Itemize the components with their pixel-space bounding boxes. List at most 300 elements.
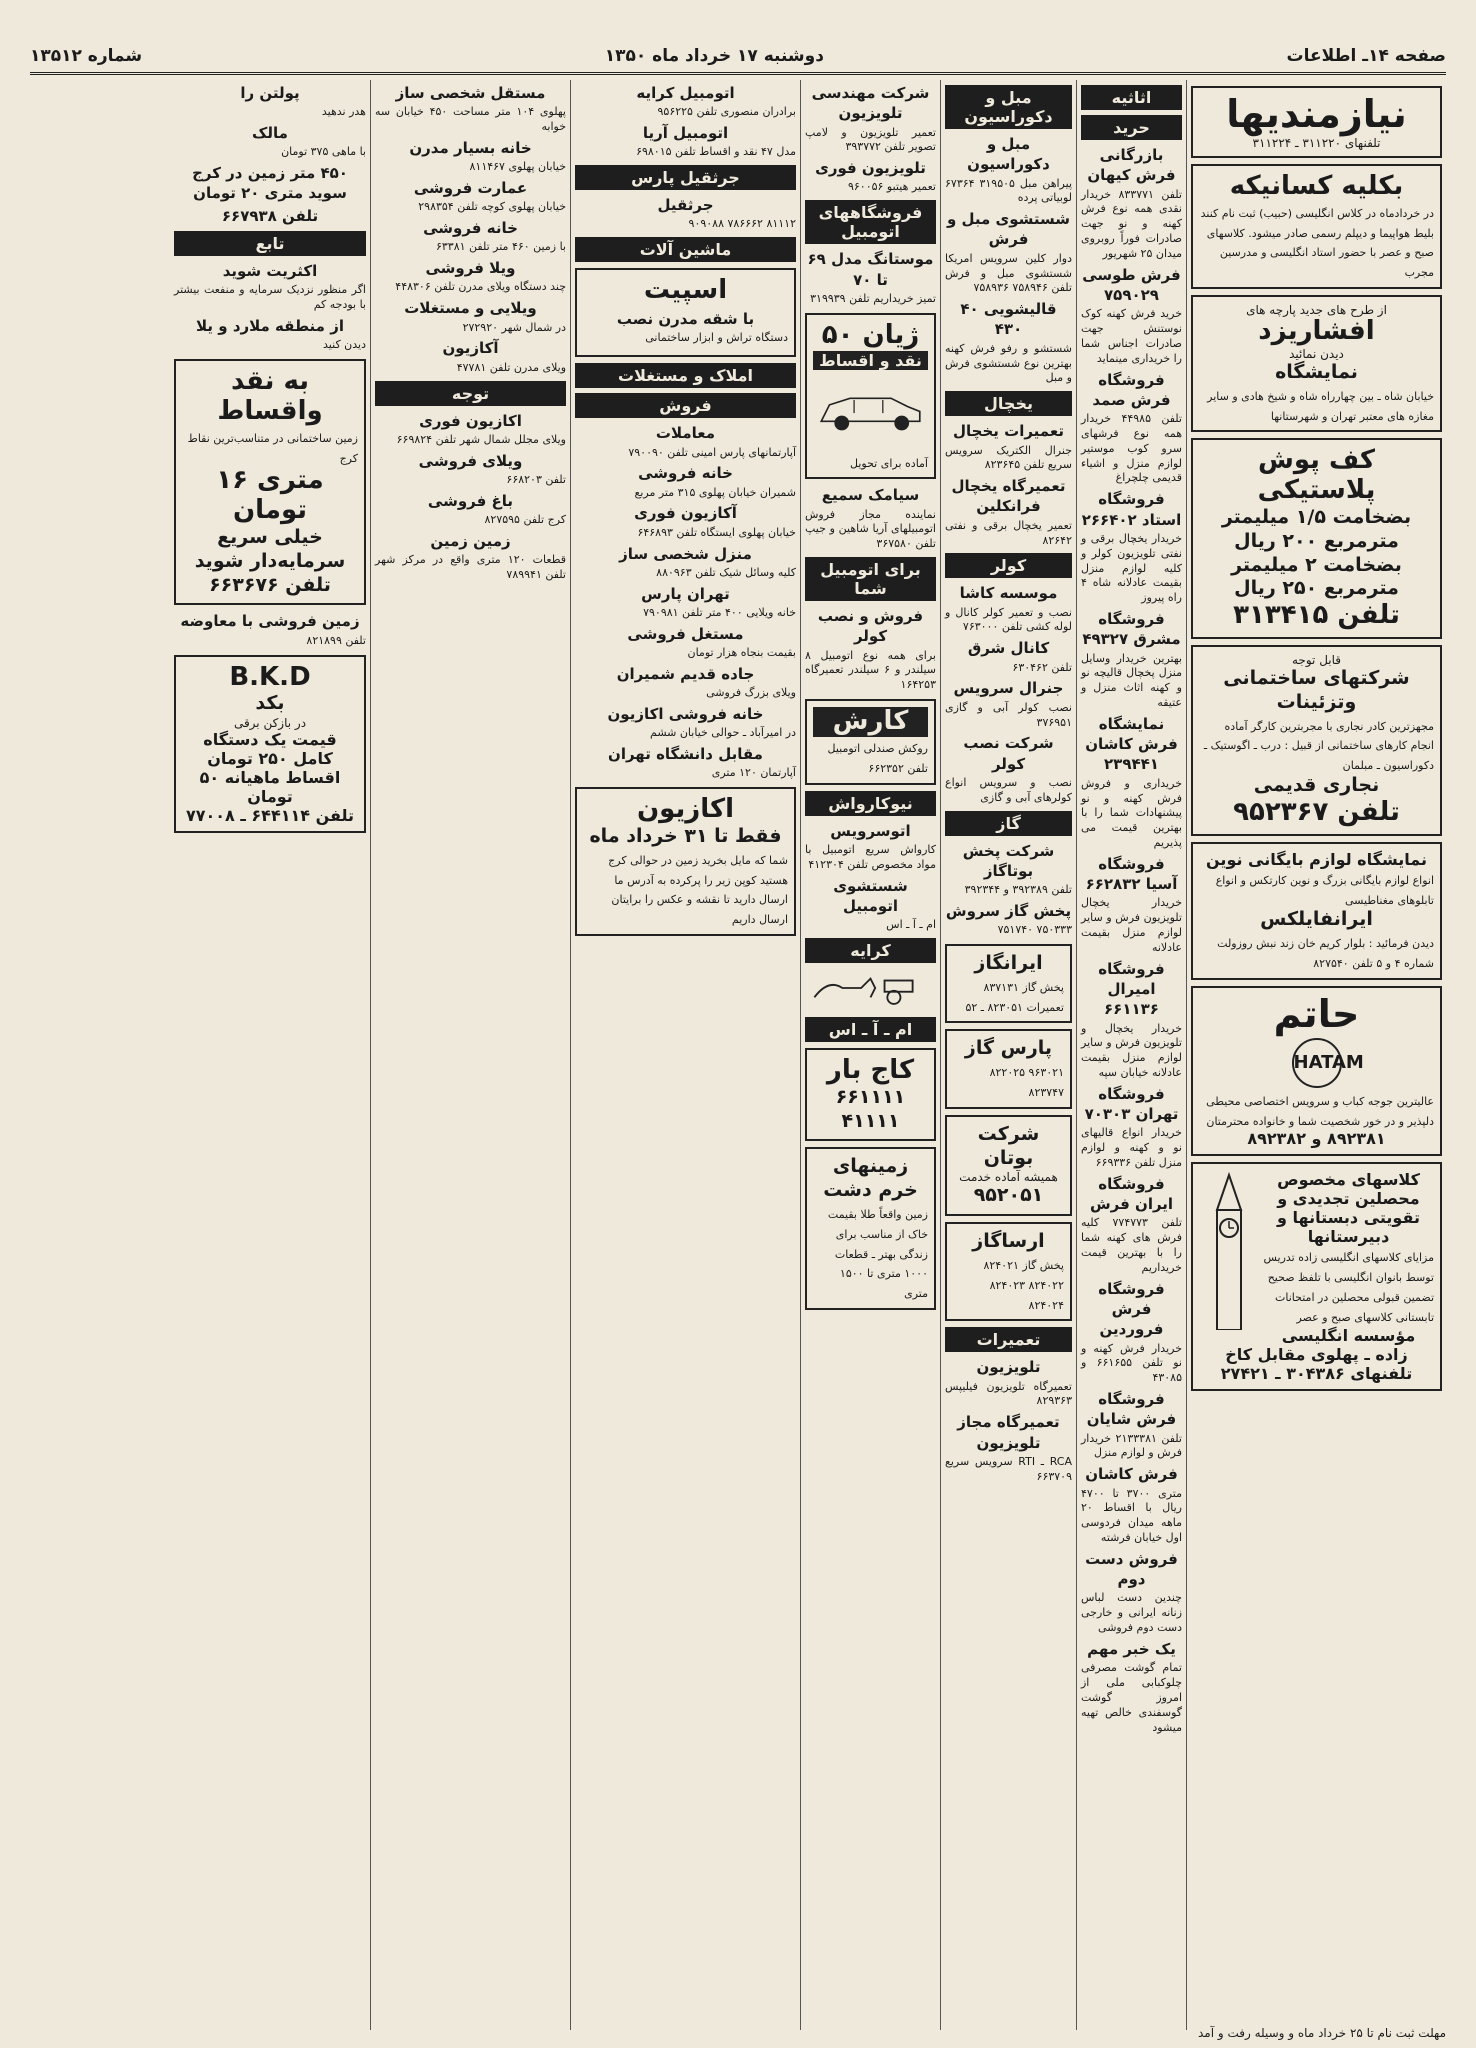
ad-body: نماینده مجاز فروش اتومبیلهای آریا شاهین و جیپ تلفن ۳۶۷۵۸۰ (805, 507, 936, 551)
ad-body: ویلای مدرن تلفن ۴۷۷۸۱ (456, 360, 566, 374)
arsagaz-ad (945, 1222, 1072, 1321)
ad-body: تلفن ۲۱۳۳۳۸۱ خریدار فرش و لوازم منزل (1081, 1431, 1182, 1460)
classified-ad (945, 678, 1072, 730)
bkd-price: قیمت یک دستگاه کامل ۲۵۰ تومان (203, 730, 337, 769)
hatam-logo-text: HATAM (1292, 1038, 1342, 1088)
cab-title: کاج بار (826, 1055, 915, 1086)
column-3-ads-3 (945, 583, 1072, 805)
classified-ad (805, 876, 936, 933)
aspit-ad (575, 268, 796, 357)
column-4-ads-1 (805, 83, 936, 195)
classified-ad (945, 209, 1072, 296)
cash-phone: تلفن ۶۶۳۶۷۶ (209, 573, 331, 596)
ad-title: تلویزیون فوری (815, 159, 926, 178)
ad-body: نصب کولر آبی و گازی ۳۷۶۹۵۱ (945, 700, 1072, 729)
ad-body: بهترین خریدار وسایل منزل پخچال قالیچه نو و کهنه اثاث منزل و عتیقه (1081, 651, 1182, 710)
english-body: مزایای کلاسهای انگلیسی زاده تدریس توسط بانوان انگلیسی با تلفظ صحیح تضمین قبولی محصلین در امتحانات تابستانی کلاسهای صبح و عصر (1263, 1251, 1434, 1324)
ad-body: تلفن ۸۲۱۸۹۹ (306, 633, 366, 647)
bkd-logo: B.K.D (229, 661, 311, 692)
butane-title: شرکت بوتان (977, 1122, 1040, 1169)
ad-title: از منطقه ملارد و یلا (196, 316, 344, 335)
ad-title: باغ فروشی (427, 491, 514, 510)
page-number: صفحه ۱۴ـ اطلاعات (1286, 46, 1446, 66)
ad-title: جنرال سرویس (953, 679, 1064, 698)
classified-ad (174, 123, 366, 160)
ad-body: چند دستگاه ویلای مدرن تلفن ۴۴۸۳۰۶ (395, 280, 566, 294)
section-decoration: مبل و دکوراسیون (945, 85, 1072, 129)
ad-body: در شمال شهر ۲۷۲۹۲۰ (462, 320, 566, 334)
ad-body: آپارتمان ۱۲۰ متری (711, 766, 796, 780)
land-kharaj-phone: تلفن ۶۶۷۹۳۸ (221, 206, 319, 225)
classified-ad (1081, 489, 1182, 606)
section-furniture: اثاثیه (1081, 85, 1182, 110)
parsgaz-title: پارس گاز (964, 1037, 1053, 1060)
ad-title: فروش دست دوم (1085, 1549, 1178, 1589)
classified-ad (1081, 1279, 1182, 1386)
ad-body: نصب و سرویس انواع کولرهای آبی و گازی (945, 775, 1072, 804)
ad-body: تلفن ۸۳۳۷۷۱ خریدار نقدی همه نوع فرش کهنه و نو جهت صادرات فوراً روبروی میدان ۲۵ شهریور (1081, 187, 1182, 260)
school-body: در خردادماه در کلاس انگلیسی (حبیب) ثبت نام کنند بلیط هواپیما و دیپلم رسمی صادر میشود. کلاسهای صبح و عصر با حضور استاد انگلیسی و مدرسین مجرب (1200, 206, 1434, 280)
ad-title: بازرگانی فرش کیهان (1087, 146, 1176, 185)
classified-ad (375, 298, 566, 335)
akazion-ad (575, 787, 796, 936)
irangaz-ad (945, 944, 1072, 1023)
classified-ad (945, 638, 1072, 675)
carsh-ad (805, 699, 936, 785)
classified-ad (575, 83, 796, 120)
butane-ad (945, 1115, 1072, 1216)
ad-title: آکازیون (442, 339, 499, 358)
arsagaz-title: ارساگاز (972, 1230, 1045, 1253)
afshar-address: خیابان شاه ـ بین چهارراه شاه و شیخ هادی و سایر مغازه های معتبر تهران و شهرستانها (1207, 389, 1434, 423)
hatam-logo (1199, 1036, 1434, 1090)
ad-body: قطعات ۱۲۰ متری واقع در مرکز شهر تلفن ۷۸۹۹۴۱ (375, 553, 566, 581)
english-class-ad (1191, 1162, 1442, 1390)
ad-body: کارواش سریع اتومبیل با مواد مخصوص تلفن ۴۱۲۳۰۴ (805, 843, 936, 871)
classified-ad (174, 83, 366, 120)
construction-name: نجاری قدیمی (1253, 774, 1380, 797)
construction-phone: تلفن ۹۵۲۳۶۷ (1233, 796, 1400, 827)
ad-body: متری ۳۷۰۰ تا ۴۷۰۰ ریال با اقساط ۲۰ ماهه میدان فردوسی اول خیابان فرشته (1081, 1486, 1183, 1545)
ad-body: ۷۵۰۳۳۳ ۷۵۱۷۴۰ (997, 923, 1072, 937)
column-4-ads-5 (805, 821, 936, 933)
hatam-body: عالیترین جوجه کباب و سرویس اختصاصی محیطی دلپذیر و در خور شخصیت شما و خانواده محترمتان (1206, 1094, 1434, 1128)
ad-title: یک خبر مهم (1087, 1639, 1176, 1658)
classified-ad (375, 258, 566, 295)
column-4-ads-2 (805, 249, 936, 306)
ad-title: مستغل فروشی (627, 624, 744, 643)
section-attention: توجه (375, 381, 566, 406)
classified-ad (805, 249, 936, 306)
column-6-ads-2 (375, 411, 566, 583)
ad-body: تلفن ۷۷۴۷۷۳ کلیه فرش های کهنه شما را با بهترین قیمت خریداریم (1081, 1216, 1182, 1274)
ad-title: شرکت نصب کولر (963, 734, 1054, 773)
classified-ad (174, 261, 366, 313)
column-6-ads-1 (375, 83, 566, 376)
tabe-header: تابع (174, 231, 366, 256)
ad-title: ویلا فروشی (425, 259, 516, 278)
ad-title: تلویزیون (976, 1358, 1041, 1377)
ad-body: خریدار یخچال برقی و نفتی تلویزیون کولر و کلیه لوازم منزل بقیمت عادلانه شاه ۴ راه پیروز (1081, 531, 1182, 605)
columns (30, 80, 1446, 2030)
ad-body: در امیرآباد ـ حوالی خیابان ششم (650, 726, 796, 740)
ad-title: مبل و دکوراسیون (967, 135, 1050, 174)
section-for-your-car: برای اتومبیل شما (805, 557, 936, 601)
classified-ad (575, 195, 796, 232)
zhian-title: ژیان ۵۰ (821, 319, 920, 350)
classified-ad (945, 421, 1072, 473)
ad-title: موستانگ مدل ۶۹ تا ۷۰ (807, 250, 934, 289)
ad-body: ام ـ آ ـ اس (886, 918, 936, 932)
classified-ad (1081, 959, 1182, 1081)
kafpoosh-phone: تلفن ۳۱۳۴۱۵ (1233, 600, 1400, 631)
cash-tagline: خیلی سریع سرمایه‌دار شوید (194, 526, 346, 572)
needs-banner (1191, 86, 1442, 158)
ad-body: تلفن ۶۶۸۲۰۳ (506, 472, 566, 486)
ad-body: نصب و تعمیر کولر کانال و لوله کشی تلفن ۷۶۳۰۰۰ (945, 605, 1072, 634)
ad-title: فروشگاه فرش صمد (1092, 370, 1171, 409)
ad-title: خانه بسیار مدرن (409, 138, 532, 157)
aspit-title: اسپیت (643, 275, 728, 306)
kafpoosh-thickness-1: بضخامت ۱/۵ میلیمتر (1221, 506, 1412, 529)
ad-body: شستشو و رفو فرش کهنه بهترین نوع شستشوی فرش و مبل (945, 341, 1072, 385)
ad-title: منزل شخصی ساز (619, 544, 752, 563)
ad-body: پیراهن مبل ۳۱۹۵۰۵ ۶۷۳۶۴ لوبیاتی پرده (945, 176, 1073, 205)
afshar-show: نمایشگاه (1275, 360, 1358, 383)
ad-body: تمام گوشت مصرفی چلوکبابی ملی از امروز گوشت گوسفندی خالص تهیه میشود (1081, 1661, 1182, 1734)
ad-title: تعمیرگاه یخچال فرانکلین (951, 477, 1066, 516)
iranfilex-address: دیدن فرمائید : بلوار کریم خان زند نبش روزولت شماره ۴ و ۵ تلفن ۸۲۷۵۴۰ (1217, 937, 1434, 971)
needs-title: نیازمندیها (1226, 92, 1407, 136)
ad-title: شرکت پخش بوتاگاز (962, 841, 1055, 880)
cash-price: متری ۱۶ تومان (216, 465, 324, 526)
classified-ad (375, 83, 566, 135)
needs-phones: تلفنهای ۳۱۱۲۲۰ ـ ۳۱۱۲۲۴ (1252, 135, 1381, 150)
classified-ad (1081, 1174, 1182, 1276)
school-title: بکلیه کسانیکه (1229, 170, 1404, 201)
akazion-title: اکازیون (636, 794, 735, 825)
ad-title: تهران پارس (641, 584, 730, 603)
ad-title: خانه فروشی اکازیون (607, 704, 764, 723)
classified-ad (1081, 1464, 1182, 1546)
classified-ad (575, 463, 796, 500)
classified-ad (375, 178, 566, 215)
ad-body: تعمیرگاه تلویزیون فیلیپس ۸۲۹۳۶۳ (945, 1379, 1072, 1408)
ad-title: فرش طوسی ۷۵۹۰۲۹ (1082, 265, 1181, 304)
ad-title: اکثریت شوید (222, 261, 318, 280)
ad-title: زمین زمین (430, 531, 511, 550)
hatam-ad (1191, 986, 1442, 1156)
section-cooler: کولر (945, 553, 1072, 578)
butane-sub: همیشه آماده خدمت (959, 1170, 1058, 1185)
ad-title: شرکت مهندسی تلویزیون (811, 84, 930, 123)
afshar-top: از طرح های جدید پارچه های (1246, 303, 1387, 318)
ad-body: دیدن کنید (323, 338, 366, 352)
classified-ad (575, 584, 796, 621)
ad-body: خریدار فرش کهنه و نو تلفن ۶۶۱۶۵۵ و ۴۳۰۸۵ (1081, 1341, 1182, 1385)
irangaz-title: ایرانگاز (974, 951, 1043, 974)
classified-ad (174, 316, 366, 353)
butane-phone: ۹۵۲۰۵۱ (973, 1184, 1044, 1207)
section-buy: حرید (1081, 115, 1182, 140)
ad-title: فروشگاه آسیا ۶۶۲۸۳۲ (1085, 854, 1178, 894)
column-3-ads-2 (945, 421, 1072, 548)
classified-ad (575, 544, 796, 581)
classified-ad (1081, 854, 1182, 956)
zhian-ad (805, 313, 936, 480)
bkd-installment: اقساط ماهیانه ۵۰ تومان (199, 768, 341, 807)
ad-body: برای همه نوع اتومبیل ۸ سیلندر و ۶ سیلندر تعمیرگاه ۱۶۴۲۵۳ (805, 648, 937, 692)
ad-body: خریداری و فروش فرش کهنه و نو پیشنهادات شما را با بهترین قیمت می پذیریم (1081, 776, 1182, 850)
ad-title: شستشوی مبل و فرش (946, 210, 1071, 249)
ad-body: خریدار یخچال تلویزیون فرش و سایر لوازم منزل بقیمت عادلانه (1081, 896, 1182, 954)
ad-title: فروشگاه امیرال ۶۶۱۱۳۶ (1098, 959, 1165, 1019)
english-address: مؤسسه انگلیسی زاده ـ پهلوی مقابل کاخ تلفنهای ۳۰۴۳۸۶ ـ ۲۷۴۲۱ (1220, 1325, 1416, 1383)
ad-body: تلفن ۳۹۲۳۸۹ و ۳۹۲۳۴۴ (964, 883, 1072, 897)
horse-carriage-icon (805, 968, 936, 1008)
land-title: زمینهای خرم دشت (823, 1155, 918, 1202)
classified-ad (575, 503, 796, 540)
classified-ad (805, 606, 936, 693)
land-ad (805, 1147, 936, 1310)
ad-body: بقیمت بنجاه هزار تومان (687, 645, 796, 659)
ad-title: با شقه مدرن نصب (616, 310, 755, 329)
classified-ad (1081, 1084, 1182, 1171)
ad-title: فروشگاه فرش فروردین (1098, 1279, 1165, 1339)
classified-ad (1081, 1639, 1182, 1735)
ad-title: مقابل دانشگاه تهران (608, 745, 763, 764)
ad-title: آکازیون فوری (634, 504, 737, 523)
ad-body: با زمین ۴۶۰ متر تلفن ۶۳۳۸۱ (435, 240, 566, 254)
ad-title: نمایشگاه فرش کاشان ۲۳۹۴۴۱ (1085, 714, 1178, 774)
column-7-ads-3 (174, 611, 366, 648)
ad-title: جرثقیل (657, 196, 714, 215)
ad-title: ویلای فروشی (418, 451, 523, 470)
classified-ad (174, 611, 366, 648)
classified-ad (375, 218, 566, 255)
ad-body: تلفن ۶۳۰۴۶۲ (1012, 660, 1072, 674)
kafpoosh-title: کف پوش پلاستیکی (1257, 445, 1376, 506)
column-3 (940, 80, 1076, 2030)
big-ben-icon (1199, 1170, 1259, 1330)
classified-ad (945, 841, 1072, 898)
parsgaz-body: ۹۶۳۰۲۱ ۸۲۲۰۲۵ ۸۲۳۷۴۷ (989, 1066, 1064, 1099)
ad-body: خیابان پهلوی کوچه تلفن ۲۹۸۳۵۴ (418, 200, 566, 214)
ad-body: تعمیر هیتبو ۹۶۰۰۵۶ (847, 180, 936, 194)
ad-body: آپارتمانهای پارس امینی تلفن ۷۹۰۰۹۰ (628, 445, 796, 459)
construction-ad (1191, 645, 1442, 836)
column-1 (1186, 80, 1446, 2030)
cash-body: زمین ساختمانی در متناسب‌ترین نقاط کرج (187, 431, 358, 465)
classified-ad (375, 338, 566, 375)
ad-body: ویلای بزرگ فروشی (706, 686, 796, 700)
iranfilex-ad (1191, 842, 1442, 980)
ad-body: دستگاه تراش و ابزار ساختمانی (645, 331, 788, 345)
land-kharaj-ad (174, 163, 366, 226)
classified-ad (945, 134, 1072, 206)
section-real-estate: املاک و مستغلات (575, 363, 796, 388)
column-4-ads-3 (805, 485, 936, 552)
kafpoosh-thickness-2: بضخامت ۲ میلیمتر (1231, 553, 1402, 576)
ad-body: هدر ندهید (321, 105, 366, 119)
iranfilex-top: نمایشگاه لوازم بایگانی نوین (1206, 849, 1427, 869)
section-sale: فروش (575, 393, 796, 418)
issue-number: شماره ۱۳۵۱۲ (30, 46, 143, 66)
classified-ad (575, 744, 796, 781)
classified-ad (575, 423, 796, 460)
ad-body: خیابان پهلوی ۸۱۱۴۶۷ (469, 160, 566, 174)
classified-ad (375, 491, 566, 528)
school-ad (1191, 164, 1442, 289)
irangaz-body: پخش گاز ۸۳۷۱۳۱ تعمیرات ۸۲۳۰۵۱ ـ ۵۲ (965, 980, 1064, 1014)
column-7-ads-2 (174, 261, 366, 353)
column-5-ads-1 (575, 83, 796, 160)
ad-body: خریدار انواع قالیهای نو و کهنه و لوازم منزل تلفن ۶۶۹۳۳۶ (1081, 1126, 1182, 1170)
ad-title: فروشگاه ایران فرش (1089, 1174, 1174, 1214)
ad-title: زمین فروشی با معاوضه (180, 612, 360, 631)
classified-ad (945, 299, 1072, 386)
classified-ad (375, 411, 566, 448)
cab-phones: ۶۶۱۱۱۱ ۴۱۱۱۱ (835, 1085, 906, 1132)
english-top: کلاسهای مخصوص محصلین تجدیدی و تقویتی دبستانها و دبیرستانها (1277, 1170, 1420, 1247)
ad-title: سیامک سمیع (821, 486, 920, 505)
bkd-phone: تلفن ۶۴۴۱۱۴ ـ ۷۷۰۰۸ (185, 806, 355, 826)
akazion-sub: فقط تا ۳۱ خرداد ماه (589, 825, 782, 847)
afshar-visit: دیدن نمائید (1289, 346, 1344, 361)
classified-ad (575, 624, 796, 661)
akazion-body: شما که مایل بخرید زمین در حوالی کرج هستید کوپن زیر را پرکرده به آدرس ما ارسال دارید تا نقشه و عکس را برایتان ارسال داریم (608, 853, 788, 927)
hatam-title: حاتم (1273, 991, 1360, 1036)
construction-top: قابل توجه (1291, 653, 1342, 668)
classified-ad (1081, 1389, 1182, 1461)
ad-body: ۸۱۱۱۲ ۷۸۶۶۶۲ ۹۰۹۰۸۸ (688, 217, 796, 231)
bkd-sub: در بازکن برقی (233, 716, 307, 731)
classified-ad (1081, 145, 1182, 262)
classified-ad (1081, 714, 1182, 851)
iranfilex-title: ایرانفایلکس (1260, 908, 1373, 931)
column-5-ads-3 (583, 309, 788, 346)
zhian-sub: نقد و اقساط (813, 351, 928, 370)
column-5-ads-2 (575, 195, 796, 232)
column-3-ads-5 (945, 1357, 1072, 1484)
hatam-phone: ۸۹۲۳۸۱ و ۸۹۲۳۸۲ (1247, 1129, 1386, 1149)
section-repairs: تعمیرات (945, 1327, 1072, 1352)
ad-title: مستقل شخصی ساز (395, 84, 546, 102)
classified-ad (945, 1357, 1072, 1409)
column-7 (170, 80, 370, 2030)
classified-ad (375, 138, 566, 175)
ad-body: چندین دست لباس زنانه ایرانی و خارجی دست دوم فروشی (1081, 1591, 1182, 1635)
cab-ad (805, 1048, 936, 1141)
ad-title: عمارت فروشی (413, 179, 528, 198)
classified-ad (945, 901, 1072, 938)
kafpoosh-ad (1191, 438, 1442, 639)
carsh-body: روکش صندلی اتومبیل تلفن ۶۶۲۳۵۲ (827, 742, 928, 775)
masthead (30, 40, 1446, 75)
carsh-title: کارش (813, 707, 928, 737)
classified-ad (805, 485, 936, 552)
ad-title: خانه فروشی (638, 464, 733, 483)
ad-body: ویلای مجلل شمال شهر تلفن ۶۶۹۸۲۴ (396, 432, 566, 446)
column-3-ads-4 (945, 841, 1072, 938)
classified-ad (375, 451, 566, 488)
column-4-ads-4 (805, 606, 936, 693)
ad-title: موسسه کاشا (959, 584, 1058, 603)
classified-ad (945, 733, 1072, 805)
construction-sub: وتزئینات (1276, 690, 1357, 713)
bkd-name: بکد (255, 692, 285, 715)
construction-body: مجهزترین کادر نجاری با مجربترین کارگر آماده انجام کارهای ساختمانی از قبیل : درب ـ اگوستیک ـ دکوراسیون ـ مبلمان (1203, 719, 1434, 773)
column-5-ads-5 (575, 503, 796, 781)
section-gas: گاز (945, 811, 1072, 836)
section-car-dealers: فروشگاههای اتومبیل (805, 200, 936, 244)
bottom-line: مهلت ثبت نام تا ۲۵ خرداد ماه و وسیله رفت و آمد (1197, 2026, 1446, 2040)
ad-title: خانه فروشی (423, 219, 518, 238)
ad-title: جاده قدیم شمیران (616, 664, 755, 683)
ad-title: قالیشویی ۴۰ ۴۳۰ (960, 300, 1057, 339)
column-6 (370, 80, 570, 2030)
classified-ad (575, 123, 796, 160)
ad-body: کلیه وسائل شیک تلفن ۸۸۰۹۶۳ (656, 565, 796, 579)
ad-title: مالک (252, 124, 288, 143)
classified-ad (575, 704, 796, 741)
ad-body: پهلوی ۱۰۴ متر مساحت ۴۵۰ خیابان سه خوابه (375, 105, 566, 134)
rent-title: ام ـ آ ـ اس (805, 1017, 936, 1042)
ad-body: تلفن ۴۴۹۸۵ خریدار همه نوع فرشهای سرو کوب موستیر لوازم منزل و اشیاء قدیمی چلچراغ (1081, 412, 1182, 485)
ad-title: اکازیون فوری (419, 411, 522, 430)
classified-ad (1081, 370, 1182, 487)
ad-body: تعمیر یخچال برقی و نفتی ۸۲۶۴۲ (945, 518, 1072, 547)
land-kharaj-body: ۴۵۰ متر زمین در کرج سوید متری ۲۰ تومان (192, 164, 348, 203)
column-5 (570, 80, 800, 2030)
ad-title: معاملات (655, 424, 716, 443)
ad-title: اتومبیل آریا (642, 124, 729, 143)
section-machinery: ماشین آلات (575, 237, 796, 262)
ad-body: دوار کلین سرویس امریکا شستشوی مبل و فرش تلفن ۷۵۸۹۴۶ ۷۵۸۹۳۶ (945, 251, 1072, 295)
ad-body: خریدار یخچال و تلویزیون فرش و سایر لوازم منزل بقیمت عادلانه خیابان سپه (1081, 1021, 1182, 1080)
classified-ad (805, 158, 936, 195)
ad-title: فروشگاه استاد ۲۶۶۴۰۲ (1081, 490, 1182, 529)
kafpoosh-price-1: مترمربع ۲۰۰ ریال (1234, 529, 1399, 552)
arsagaz-body: پخش گاز ۸۲۴۰۲۱ ۸۲۴۰۲۲ ۸۲۴۰۲۳ ۸۲۴۰۲۴ (983, 1258, 1064, 1312)
kafpoosh-price-2: مترمربع ۲۵۰ ریال (1234, 577, 1399, 600)
classified-ad (805, 83, 936, 155)
bkd-ad (174, 655, 366, 834)
cash-installment-ad (174, 359, 366, 606)
section-carwash: نیوکارواش (805, 791, 936, 816)
ad-title: کانال شرق (967, 639, 1050, 658)
ad-body: شمیران خیابان پهلوی ۳۱۵ متر مربع (634, 485, 796, 499)
parsgaz-ad (945, 1029, 1072, 1108)
ad-body: برادران منصوری تلفن ۹۵۶۲۲۵ (657, 105, 796, 119)
ad-body: مدل ۴۷ نقد و اقساط تلفن ۶۹۸۰۱۵ (636, 145, 796, 159)
construction-title: شرکتهای ساختمانی (1223, 667, 1410, 690)
classified-ad (945, 1412, 1072, 1484)
issue-date: دوشنبه ۱۷ خرداد ماه ۱۳۵۰ (604, 46, 824, 66)
ad-body: RCA ـ RTI سرویس سریع ۶۶۳۷۰۹ (945, 1454, 1072, 1483)
ad-title: فرش کاشان (1085, 1465, 1178, 1484)
ad-title: پخش گاز سروش (945, 901, 1072, 920)
ad-body: تمیز خریداریم تلفن ۳۱۹۹۳۹ (810, 291, 936, 305)
section-rent: کرایه (805, 938, 936, 963)
classified-ad (575, 664, 796, 701)
ad-title: ویلایی و مستغلات (404, 299, 537, 318)
ad-body: کرج تلفن ۸۲۷۵۹۵ (484, 512, 566, 526)
iranfilex-body: انواع لوازم بایگانی بزرگ و نوین کارتکس و انواع تابلوهای مغناطیسی (1215, 873, 1434, 907)
classified-ad (1081, 265, 1182, 367)
section-crane: جرثقیل پارس (575, 165, 796, 190)
ad-title: پولتن را (240, 84, 300, 102)
